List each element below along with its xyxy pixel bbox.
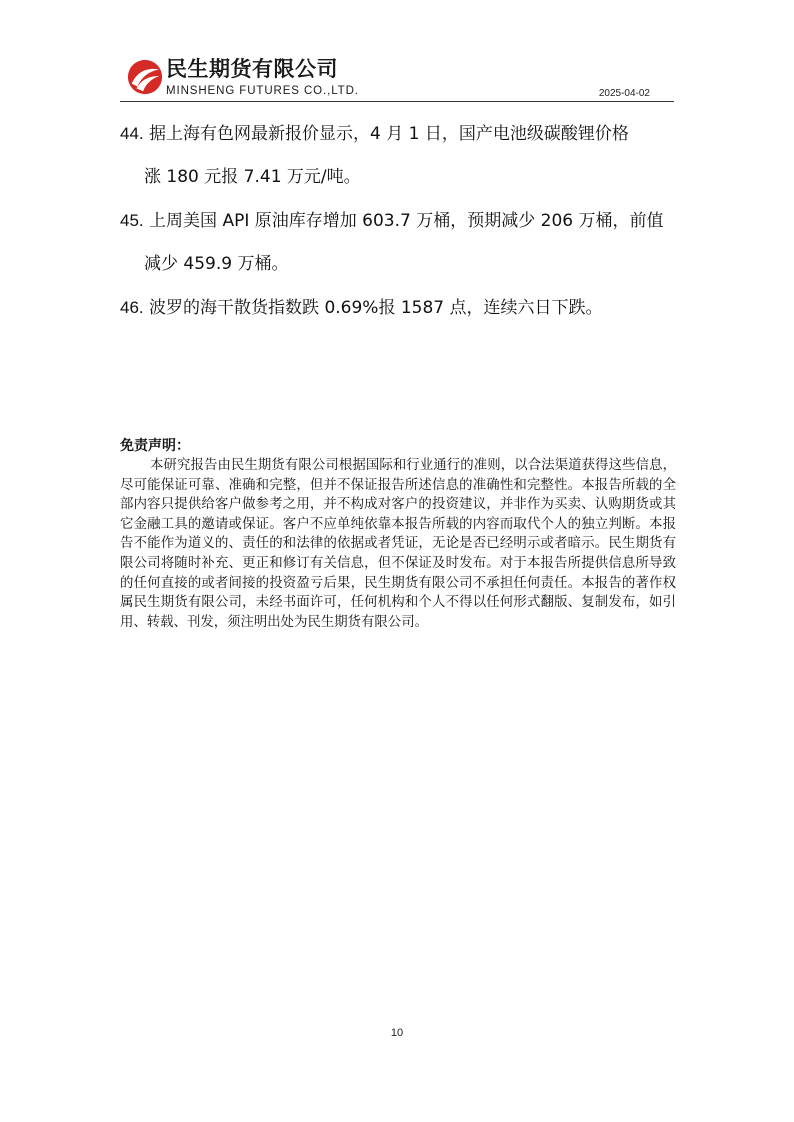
page-number: 10 <box>390 1027 404 1039</box>
news-text-continued: 减少 459.9 万桶。 <box>144 254 289 274</box>
page-header <box>0 0 794 110</box>
disclaimer-title: 免责声明： <box>120 438 190 454</box>
report-date: 2025-04-02 <box>598 88 650 99</box>
news-item-44 <box>120 112 676 199</box>
disclaimer-section <box>120 436 676 632</box>
news-text: 波罗的海干散货指数跌 0.69%报 1587 点，连续六日下跌。 <box>149 298 603 318</box>
company-name-en: MINSHENG FUTURES CO.,LTD. <box>166 85 359 97</box>
news-list <box>120 112 676 330</box>
company-name-cn: 民生期货有限公司 <box>166 57 338 81</box>
news-item-45 <box>120 199 676 286</box>
news-number: 45. <box>120 211 144 230</box>
disclaimer-body: 本研究报告由民生期货有限公司根据国际和行业通行的准则，以合法渠道获得这些信息，尽可能保证可靠、准确和完整，但并不保证报告所述信息的准确性和完整性。本报告所载的全部内容只提供给客户做参考之用，并不构成对客户的投资建议，并非作为买卖、认购期货或其它金融工具的邀请或保证。客户不应单纯依靠本报告所载的内容而取代个人的独立判断。本报告不能作为道义的、责任的和法律的依据或者凭证，无论是否已经明示或者暗示。民生期货有限公司将随时补充、更正和修订有关信息，但不保证及时发布。对于本报告所提供信息所导致的任何直接的或者间接的投资盈亏后果，民生期货有限公司不承担任何责任。本报告的著作权属民生期货有限公司，未经书面许可，任何机构和个人不得以任何形式翻版、复制发布，如引用、转载、刊发，须注明出处为民生期货有限公司。 <box>120 458 676 630</box>
news-text-continued: 涨 180 元报 7.41 万元/吨。 <box>144 167 361 187</box>
news-text: 据上海有色网最新报价显示，4 月 1 日，国产电池级碳酸锂价格 <box>149 124 629 144</box>
header-divider <box>120 101 674 102</box>
news-number: 44. <box>120 124 144 143</box>
news-item-46 <box>120 286 676 330</box>
news-number: 46. <box>120 298 144 317</box>
minsheng-logo-icon <box>126 58 164 96</box>
news-text: 上周美国 API 原油库存增加 603.7 万桶，预期减少 206 万桶，前值 <box>149 211 664 231</box>
